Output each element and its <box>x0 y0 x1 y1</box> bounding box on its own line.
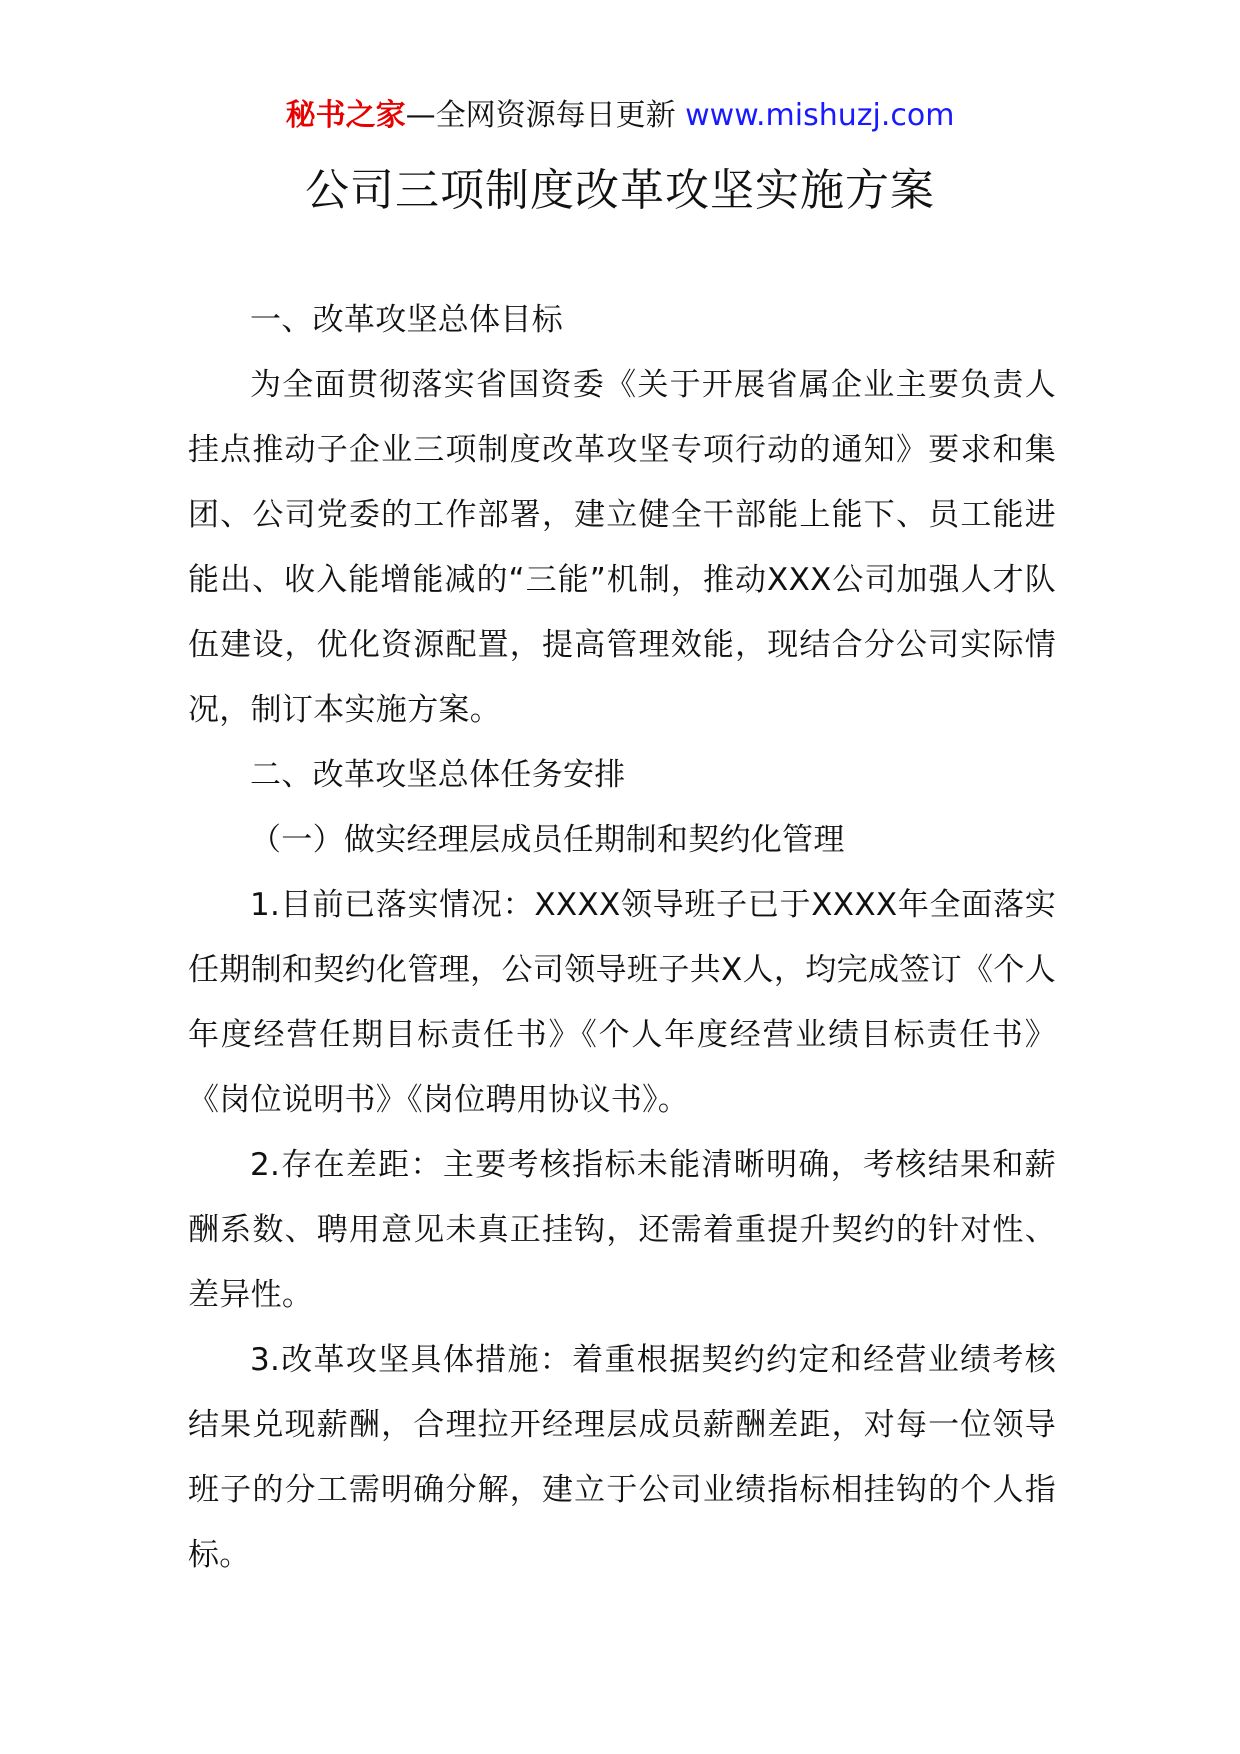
site-header <box>0 96 1240 136</box>
document-title: 公司三项制度改革攻坚实施方案 <box>305 165 935 216</box>
brand-name: 秘书之家 <box>285 98 406 133</box>
subsection-heading-1: （一）做实经理层成员任期制和契约化管理 <box>250 822 845 858</box>
paragraph-current-status: 1.目前已落实情况：XXXX领导班子已于XXXX年全面落实任期制和契约化管理，公司领导班子共X人，均完成签订《个人年度经营任期目标责任书》《个人年度经营业绩目标责任书》《岗位说明书》《岗位聘用协议书》。 <box>188 887 1056 1118</box>
site-url-link[interactable]: www.mishuzj.com <box>685 98 955 133</box>
paragraph-gaps: 2.存在差距：主要考核指标未能清晰明确，考核结果和薪酬系数、聘用意见未真正挂钩，还需着重提升契约的针对性、差异性。 <box>188 1147 1056 1313</box>
paragraph-measures: 3.改革攻坚具体措施：着重根据契约约定和经营业绩考核结果兑现薪酬，合理拉开经理层成员薪酬差距，对每一位领导班子的分工需明确分解，建立于公司业绩指标相挂钩的个人指标。 <box>188 1342 1056 1573</box>
section-heading-2: 二、改革攻坚总体任务安排 <box>250 757 626 793</box>
header-tagline: —全网资源每日更新 <box>405 98 676 133</box>
document-body <box>188 288 1056 1588</box>
section-heading-1: 一、改革攻坚总体目标 <box>250 302 563 338</box>
paragraph-goal: 为全面贯彻落实省国资委《关于开展省属企业主要负责人挂点推动子企业三项制度改革攻坚专项行动的通知》要求和集团、公司党委的工作部署，建立健全干部能上能下、员工能进能出、收入能增能减的“三能”机制，推动XXX公司加强人才队伍建设，优化资源配置，提高管理效能，现结合分公司实际情况，制订本实施方案。 <box>188 367 1056 728</box>
